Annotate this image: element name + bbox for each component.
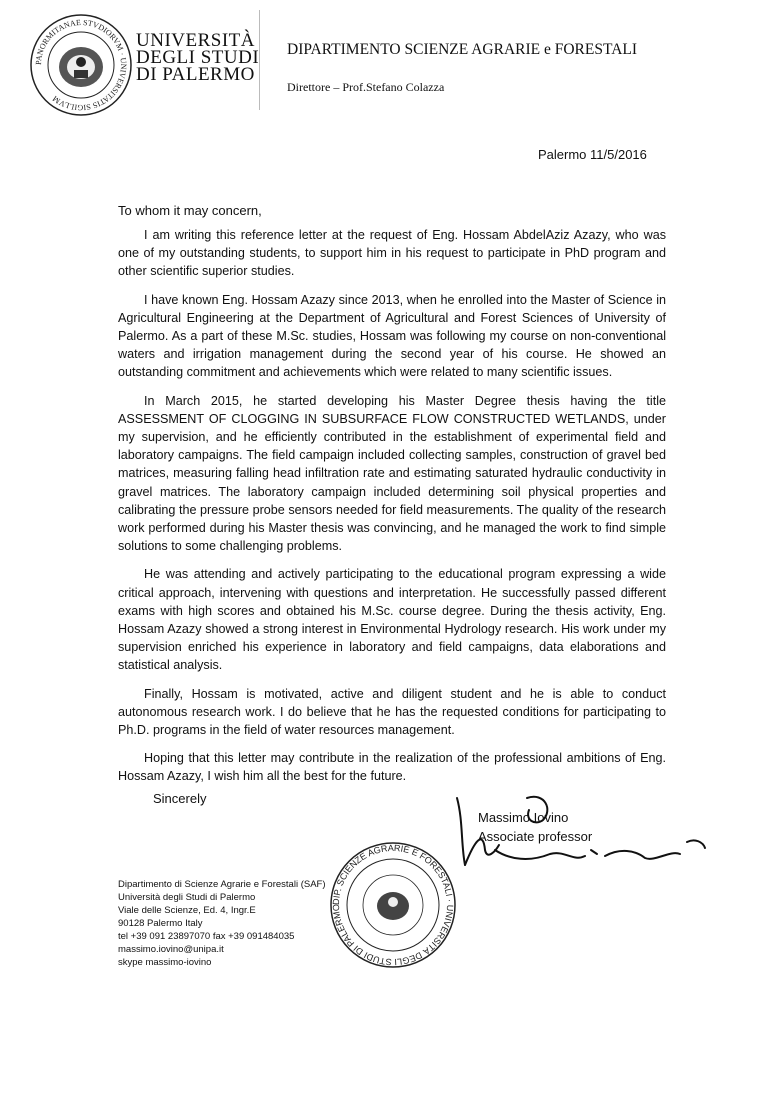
footer-line: Dipartimento di Scienze Agrarie e Forestali (SAF) — [118, 879, 326, 890]
university-name-line-3: DI PALERMO — [136, 64, 255, 85]
closing: Sincerely — [153, 791, 207, 806]
paragraph-6: Hoping that this letter may contribute in the realization of the professional ambitions of Eng. Hossam Azazy, I wish him all the best for the future. — [118, 751, 666, 784]
footer-line: 90128 Palermo Italy — [118, 918, 203, 929]
university-name-line-1: UNIVERSITÀ — [136, 30, 255, 51]
signer-name: Massimo Iovino — [478, 810, 569, 825]
footer-line: tel +39 091 23897070 fax +39 091484035 — [118, 931, 295, 942]
paragraph-3: In March 2015, he started developing his Master Degree thesis having the title ASSESSMENT OF CLOGGING IN SUBSURFACE FLOW CONSTRUCTED WETLANDS, under my supervision, and he efficiently contributed in the establishment of experimental field and laboratory campaigns. The field campaign included collecting samples, construction of gravel bed matrices, measuring falling head infiltration rate and estimating saturated hydraulic conductivity in gravel matrices. The laboratory campaign included determining soil physical properties and calibrating the pressure probe sensors needed for field measurements. The quality of the research work performed during his Master thesis was convincing, and he managed the work to find simple solutions to some challenging problems. — [118, 393, 666, 554]
salutation: To whom it may concern, — [118, 203, 262, 218]
university-name — [136, 32, 259, 83]
paragraph-5: Finally, Hossam is motivated, active and diligent student and he is able to conduct autonomous research work. I do believe that he has the requested conditions for participating to Ph.D. programs in the field of water resources management. — [118, 686, 666, 738]
university-name-line-2: DEGLI STUDI — [136, 47, 260, 68]
footer-line: Università degli Studi di Palermo — [118, 892, 256, 903]
footer-line: skype massimo-iovino — [118, 957, 212, 968]
university-seal-logo — [28, 12, 134, 118]
paragraph-2: I have known Eng. Hossam Azazy since 2013, when he enrolled into the Master of Science in Agricultural Engineering at the Department of Agricultural and Forest Sciences of University of Palermo. As a part of these M.Sc. studies, Hossam was following my course on non-conventional waters and irrigation management during the second year of his course. He showed an outstanding commitment and achievements which were related to many scientific issues. — [118, 292, 666, 380]
place-date: Palermo 11/5/2016 — [538, 147, 647, 162]
svg-text:PANORMITANAE STVDIORVM · UNIVE: PANORMITANAE STVDIORVM · UNIVERSITATIS SIGILLVM — [33, 17, 129, 113]
footer-line: massimo.iovino@unipa.it — [118, 944, 224, 955]
signer-title: Associate professor — [478, 829, 593, 844]
letter-body — [118, 226, 666, 796]
footer-line: Viale delle Scienze, Ed. 4, Ingr.E — [118, 905, 256, 916]
director-line: Direttore – Prof.Stefano Colazza — [287, 80, 445, 94]
svg-text:DIP. SCIENZE AGRARIE E FORESTA: DIP. SCIENZE AGRARIE E FORESTALI · UNIVERSITÀ DEGLI STUDI DI PALERMO — [330, 842, 456, 968]
header-divider — [259, 10, 260, 110]
paragraph-4: He was attending and actively participating to the educational program expressing a wide critical approach, intervening with questions and interpretation. He successfully passed different exams with high scores and obtained his M.Sc. course degree. During the thesis activity, Eng. Hossam Azazy showed a strong interest in Environmental Hydrology research. His work under my supervision enriched his experience in laboratory and field campaigns, data elaborations and statistical analysis. — [118, 567, 666, 673]
department-stamp — [328, 840, 458, 970]
paragraph-1: I am writing this reference letter at the request of Eng. Hossam AbdelAziz Azazy, who was one of my outstanding students, to support him in his request to participate in PhD program and other scientific superior studies. — [118, 228, 666, 279]
footer-address — [118, 878, 326, 969]
department-name: DIPARTIMENTO SCIENZE AGRARIE e FORESTALI — [287, 41, 638, 58]
signer-block — [478, 808, 592, 846]
